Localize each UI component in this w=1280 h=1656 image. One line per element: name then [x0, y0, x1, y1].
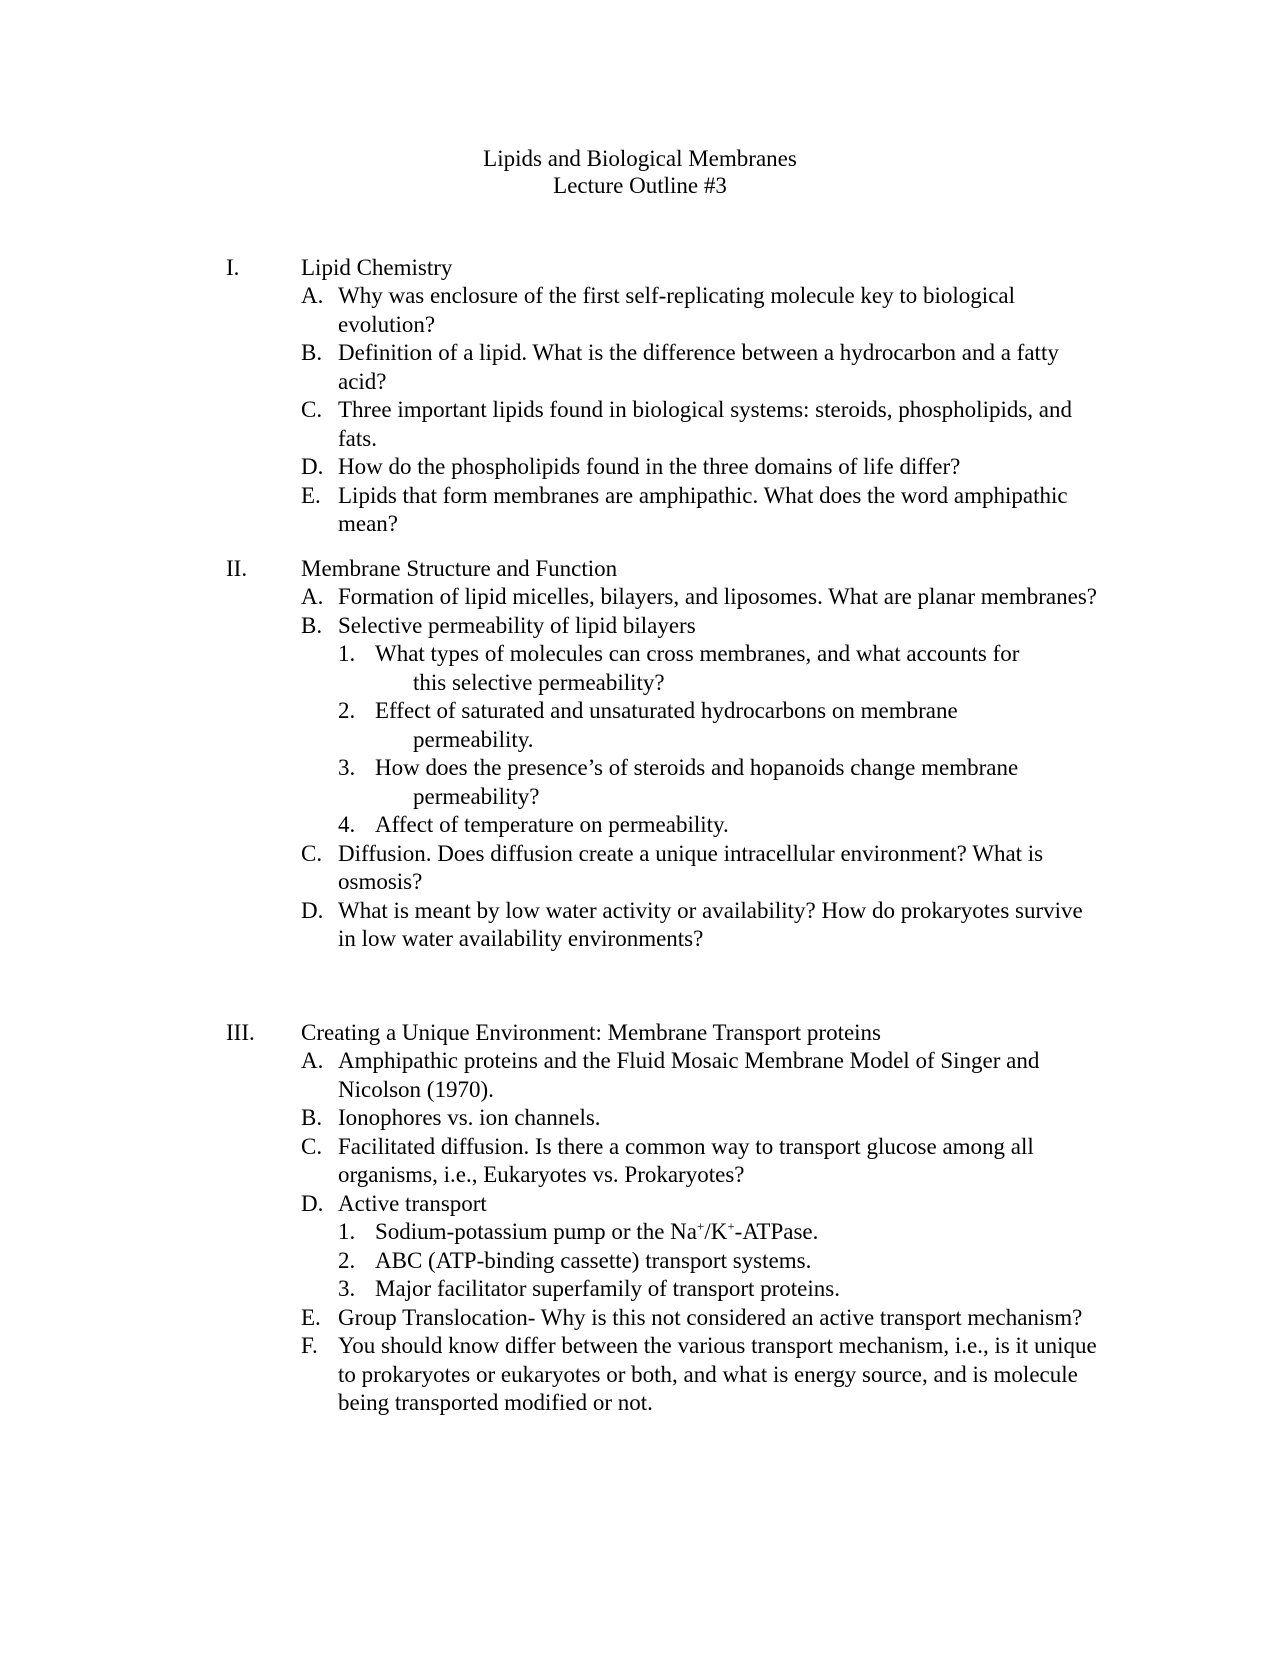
document-title: Lipids and Biological Membranes [483, 146, 797, 171]
outline-item [0, 339, 1280, 396]
document-subtitle: Lecture Outline #3 [553, 173, 727, 198]
outline-item [0, 1332, 1280, 1418]
item-label: D. [301, 454, 324, 479]
item-text: Definition of a lipid. What is the difference between a hydrocarbon and a fatty acid? [338, 340, 1059, 394]
item-text: What is meant by low water activity or availability? How do prokaryotes survive in low water availability environments? [338, 897, 1083, 951]
item-text: Lipids that form membranes are amphipathic. What does the word amphipathic mean? [338, 482, 1068, 536]
section-number: II. [226, 556, 248, 581]
item-label: B. [301, 612, 323, 638]
item-text: Why was enclosure of the first self-replicating molecule key to biological evolution? [338, 283, 1015, 337]
subitem-label: 1. [338, 641, 356, 666]
outline-item [0, 583, 1280, 612]
outline-item [0, 612, 1280, 641]
outline-item [0, 1104, 1280, 1133]
outline-subitem [0, 1275, 1280, 1304]
subitem-label: 2. [338, 1247, 356, 1273]
item-text: You should know differ between the various transport mechanism, i.e., is it unique to prokaryotes or eukaryotes or both, and what is energy source, and is molecule being transported modified or not. [338, 1333, 1097, 1415]
section-heading: Lipid Chemistry [301, 255, 453, 280]
item-text: Selective permeability of lipid bilayers [338, 612, 696, 638]
outline-item [0, 1133, 1280, 1190]
outline-item [0, 482, 1280, 539]
item-text: Facilitated diffusion. Is there a common way to transport glucose among all organisms, i.e., Eukaryotes vs. Prokaryotes? [338, 1133, 1034, 1187]
item-label: E. [301, 1304, 321, 1330]
item-label: F. [301, 1333, 318, 1358]
item-label: A. [301, 1048, 324, 1073]
outline-item [0, 282, 1280, 339]
outline-item [0, 1304, 1280, 1333]
outline-item [0, 897, 1280, 954]
item-text: Active transport [338, 1190, 487, 1216]
section-heading: Creating a Unique Environment: Membrane Transport proteins [301, 1020, 882, 1045]
item-label: E. [301, 482, 321, 508]
outline-subitem [0, 811, 1280, 840]
item-label: C. [301, 397, 323, 422]
section-heading: Membrane Structure and Function [301, 556, 618, 581]
outline-subitem [0, 640, 1280, 697]
subitem-label: 3. [338, 1276, 356, 1301]
section-number: I. [226, 255, 240, 280]
outline-subitem [0, 754, 1280, 811]
subitem-text: Sodium-potassium pump or the Na+/K+-ATPase. [375, 1218, 819, 1244]
outline-subitem [0, 697, 1280, 754]
item-label: C. [301, 840, 323, 866]
subitem-label: 4. [338, 812, 356, 837]
subitem-text-continued: permeability? [413, 783, 540, 809]
subitem-text: What types of molecules can cross membranes, and what accounts for [375, 641, 1020, 666]
item-text: Amphipathic proteins and the Fluid Mosaic Membrane Model of Singer and Nicolson (1970). [338, 1048, 1040, 1102]
subitem-text: Affect of temperature on permeability. [375, 812, 729, 837]
subitem-label: 2. [338, 698, 356, 723]
item-label: A. [301, 283, 324, 308]
item-label: A. [301, 584, 324, 609]
item-label: D. [301, 1190, 324, 1216]
subitem-text: How does the presence’s of steroids and hopanoids change membrane [375, 755, 1019, 780]
item-label: B. [301, 340, 323, 365]
outline-item [0, 840, 1280, 897]
outline-item [0, 1190, 1280, 1219]
outline-subitem [0, 1218, 1280, 1247]
item-text: Diffusion. Does diffusion create a unique intracellular environment? What is osmosis? [338, 840, 1044, 894]
subitem-text: ABC (ATP-binding cassette) transport systems. [375, 1247, 812, 1273]
subitem-label: 1. [338, 1219, 356, 1244]
outline-subitem [0, 1247, 1280, 1276]
item-label: D. [301, 897, 324, 923]
section-number: III. [226, 1020, 255, 1045]
subitem-text-continued: permeability. [413, 726, 534, 752]
superscript-plus: + [727, 1218, 735, 1234]
outline-item [0, 396, 1280, 453]
item-label: B. [301, 1105, 323, 1130]
item-text: Three important lipids found in biological systems: steroids, phospholipids, and fats. [338, 397, 1073, 451]
subitem-text: Major facilitator superfamily of transport proteins. [375, 1276, 840, 1301]
item-label: C. [301, 1133, 323, 1159]
outline-item [0, 453, 1280, 482]
item-text: Formation of lipid micelles, bilayers, and liposomes. What are planar membranes? [338, 584, 1097, 609]
subitem-text-continued: this selective permeability? [413, 669, 665, 695]
item-text: Group Translocation- Why is this not considered an active transport mechanism? [338, 1304, 1083, 1330]
subitem-label: 3. [338, 755, 356, 780]
superscript-plus: + [696, 1218, 705, 1234]
item-text: How do the phospholipids found in the three domains of life differ? [338, 454, 961, 479]
item-text: Ionophores vs. ion channels. [338, 1105, 601, 1130]
subitem-text: Effect of saturated and unsaturated hydrocarbons on membrane [375, 698, 958, 723]
outline-item [0, 1047, 1280, 1104]
